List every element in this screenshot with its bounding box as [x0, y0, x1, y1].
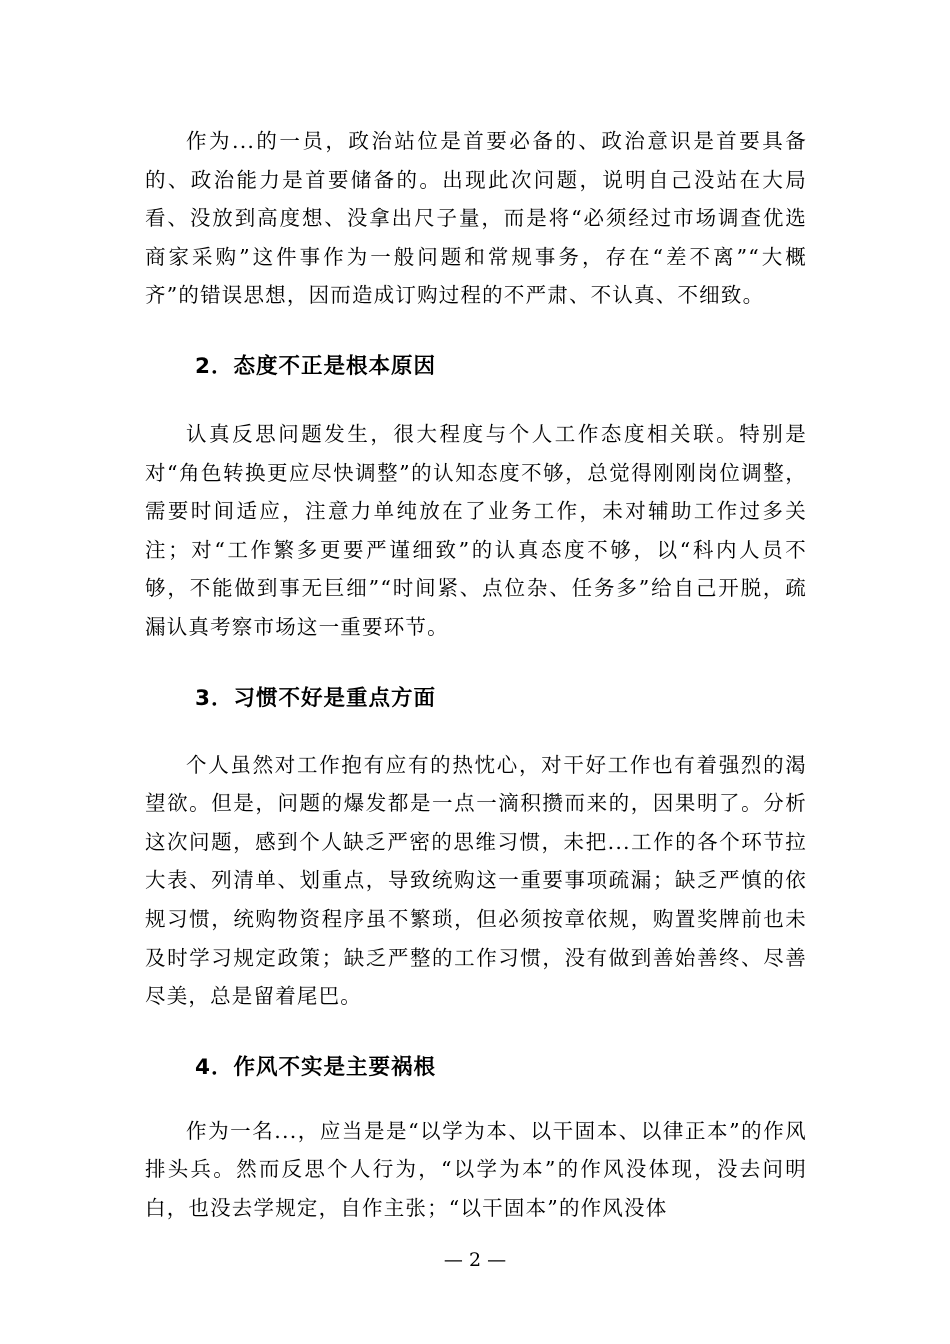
paragraph-attitude: 认真反思问题发生，很大程度与个人工作态度相关联。特别是对“角色转换更应尽快调整”的认知态度不够，总觉得刚刚岗位调整，需要时间适应，注意力单纯放在了业务工作，未对辅助工作过多关注；对“工作繁多更要严谨细致”的认真态度不够，以“科内人员不够，不能做到事无巨细”“时间紧、点位杂、任务多”给自己开脱，疏漏认真考察市场这一重要环节。 — [145, 421, 807, 639]
paragraph-work-style: 作为一名...，应当是是“以学为本、以干固本、以律正本”的作风排头兵。然而反思个人行为，“以学为本”的作风没体现，没去问明白，也没去学规定，自作主张；“以干固本”的作风没体 — [145, 1118, 807, 1220]
document-body — [145, 122, 807, 1227]
heading-habits: 3．习惯不好是重点方面 — [195, 685, 436, 711]
page-number: — 2 — — [443, 1249, 507, 1271]
paragraph-political-stance: 作为...的一员，政治站位是首要必备的、政治意识是首要具备的、政治能力是首要储备的。出现此次问题，说明自己没站在大局看、没放到高度想、没拿出尺子量，而是将“必须经过市场调查优选商家采购”这件事作为一般问题和常规事务，存在“差不离”“大概齐”的错误思想，因而造成订购过程的不严肃、不认真、不细致。 — [145, 129, 807, 308]
heading-attitude: 2．态度不正是根本原因 — [195, 353, 436, 379]
paragraph-habits: 个人虽然对工作抱有应有的热忱心，对干好工作也有着强烈的渴望欲。但是，问题的爆发都是一点一滴积攒而来的，因果明了。分析这次问题，感到个人缺乏严密的思维习惯，未把...工作的各个环节拉大表、列清单、划重点，导致统购这一重要事项疏漏；缺乏严慎的依规习惯，统购物资程序虽不繁琐，但必须按章依规，购置奖牌前也未及时学习规定政策；缺乏严整的工作习惯，没有做到善始善终、尽善尽美，总是留着尾巴。 — [145, 752, 807, 1009]
heading-work-style: 4．作风不实是主要祸根 — [195, 1054, 436, 1080]
